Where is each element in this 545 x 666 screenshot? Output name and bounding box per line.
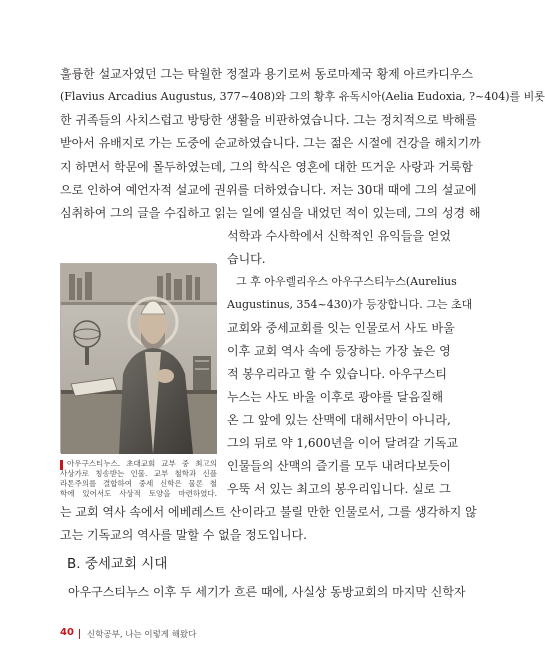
body-line: 인물들의 산맥의 즐기를 모두 내려다보듯이 [227, 459, 451, 473]
body-line: 한 귀족들의 사치스럽고 방탕한 생활을 비판하였습니다. 그는 정치적으로 박해를 [60, 113, 477, 127]
running-title: 신학공부, 나는 이렇게 해왔다 [87, 630, 197, 640]
body-line: 지 하면서 학문에 몰두하였는데, 그의 학식은 영혼에 대한 뜨거운 사랑과 거룩함 [60, 160, 473, 174]
augustine-portrait-image [60, 263, 216, 453]
portrait-illustration [61, 264, 217, 454]
body-line: 그의 뒤로 약 1,600년을 이어 달려갈 기독교 [227, 436, 459, 450]
body-line: 는 교회 역사 속에서 에베레스트 산이라고 불릴 만한 인물로서, 그를 생각하지 않 [60, 505, 477, 519]
body-line: (Flavius Arcadius Augustus, 377~408)와 그의 황후 유독시아(Aelia Eudoxia, ?~404)를 비롯 [60, 90, 545, 103]
body-line: 아우구스티누스 이후 두 세기가 흐른 때에, 사실상 동방교회의 마지막 신학자 [68, 585, 466, 599]
body-line: 으로 인하여 예언자적 설교에 권위를 더하였습니다. 저는 30대 때에 그의 설교에 [60, 183, 477, 197]
figure-caption-line: 학에 있어서도 사상적 토양을 마련하였다. [60, 489, 217, 498]
figure-caption-line: 라톤주의를 결합하여 중세 신학은 물론 철 [60, 479, 217, 488]
body-line: 석학과 수사학에서 신학적인 유익들을 얻었 [227, 229, 451, 243]
body-line: 온 그 앞에 있는 산맥에 대해서만이 아니라, [227, 413, 451, 427]
body-line: 적 봉우리라고 할 수 있습니다. 아우구스티 [227, 367, 447, 381]
figure-caption-line: 사상가로 칭송받는 인물. 교부 철학과 신플 [60, 469, 217, 478]
body-line: 교회와 중세교회를 잇는 인물로서 사도 바울 [227, 321, 455, 335]
body-line: 누스는 사도 바울 이후로 광야를 달음질해 [227, 390, 444, 404]
page-number: 40 [60, 627, 74, 638]
body-line: 습니다. [227, 252, 266, 266]
figure-caption-line: 아우구스티누스. 초대교회 교부 중 최고의 [67, 459, 217, 468]
body-line: 받아서 유배지로 가는 도중에 순교하였습니다. 그는 젊은 시절에 건강을 해치기까 [60, 136, 481, 150]
section-heading: B. 중세교회 시대 [67, 556, 168, 572]
body-line: 우뚝 서 있는 최고의 봉우리입니다. 실로 그 [227, 482, 451, 496]
body-line: 훌륭한 설교자였던 그는 탁월한 정절과 용기로써 동로마제국 황제 아르카디우스 [60, 67, 474, 81]
body-line: Augustinus, 354~430)가 등장합니다. 그는 초대 [227, 298, 473, 311]
body-line: 심취하여 그의 글을 수집하고 읽는 일에 열심을 내었던 적이 있는데, 그의 성경 해 [60, 206, 481, 220]
body-line: 고는 기독교의 역사를 말할 수 없을 정도입니다. [60, 528, 307, 542]
footer-divider [79, 629, 80, 639]
body-line: 이후 교회 역사 속에 등장하는 가장 높은 영 [227, 344, 451, 358]
body-line: 그 후 아우렐리우스 아우구스티누스(Aurelius [236, 275, 457, 288]
